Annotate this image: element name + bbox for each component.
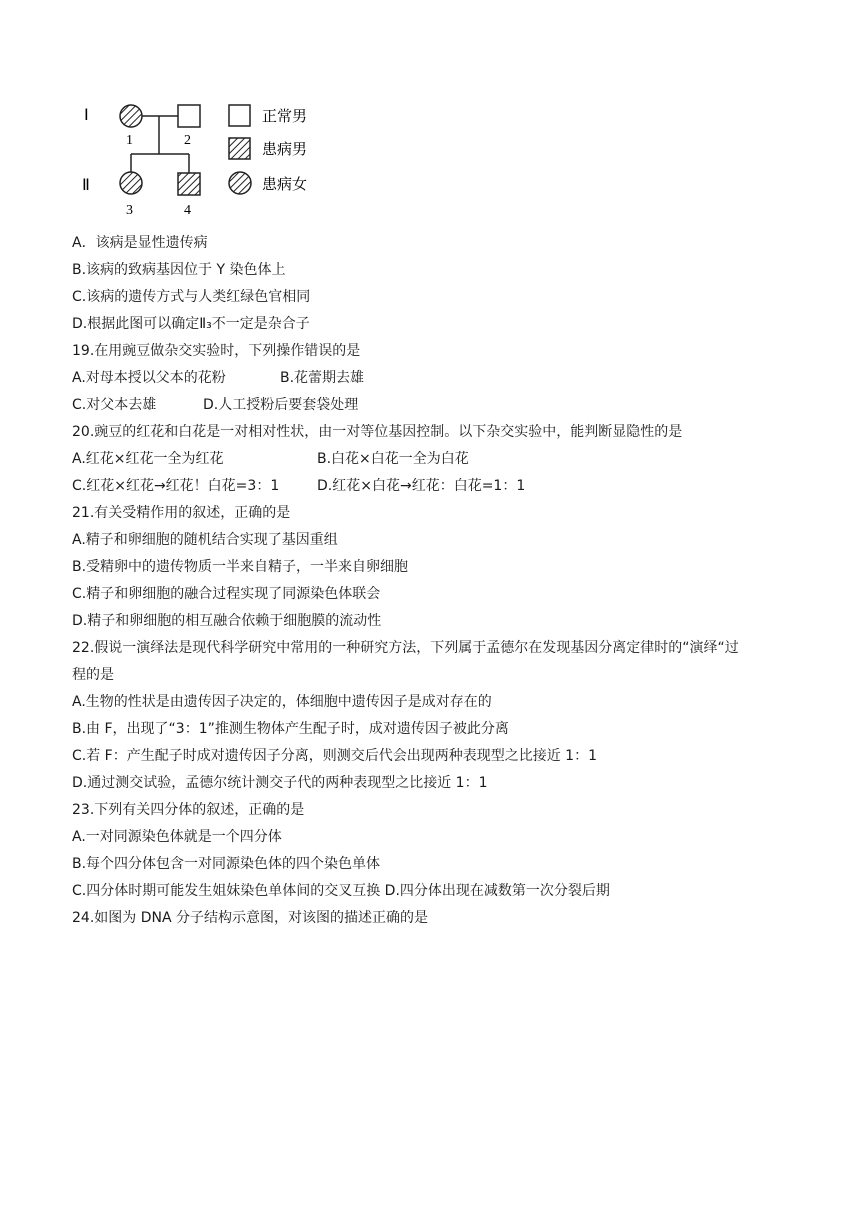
individual-3-affected-female [120, 172, 142, 194]
q18-option-d: D.根据此图可以确定Ⅱ₃不一定是杂合子 [72, 316, 310, 332]
q20-option-a: A.红花×红花一全为红花 [72, 451, 224, 467]
legend-affected-male-label: 患病男 [262, 140, 308, 158]
individual-number-2: 2 [184, 133, 191, 148]
q21-stem: 21.有关受精作用的叙述，正确的是 [72, 505, 291, 521]
q23-stem: 23.下列有关四分体的叙述，正确的是 [72, 802, 305, 818]
generation-label-2: Ⅱ [82, 177, 90, 194]
q20-stem: 20.豌豆的红花和白花是一对相对性状，由一对等位基因控制。以下杂交实验中，能判断显隐性的是 [72, 424, 683, 440]
q20-options-ab [72, 450, 469, 468]
legend-normal-male-label: 正常男 [262, 107, 308, 125]
legend-normal-male-symbol [229, 105, 250, 126]
legend-affected-female-label: 患病女 [262, 175, 308, 193]
q21-option-c: C.精子和卵细胞的融合过程实现了同源染色体联会 [72, 586, 381, 602]
q19-options-ab [72, 369, 364, 387]
generation-label-1: Ⅰ [84, 107, 89, 124]
q23-option-b: B.每个四分体包含一对同源染色体的四个染色单体 [72, 856, 381, 872]
individual-number-4: 4 [184, 203, 191, 218]
q18-option-a: A．该病是显性遗传病 [72, 235, 208, 251]
q22-option-c: C.若 F：产生配子时成对遗传因子分离，则测交后代会出现两种表现型之比接近 1：1 [72, 748, 597, 764]
q20-option-b: B.白花×白花一全为白花 [317, 451, 469, 467]
legend-affected-female-symbol [229, 172, 251, 194]
q21-option-b: B.受精卵中的遗传物质一半来自精子，一半来自卵细胞 [72, 559, 409, 575]
q23-options-cd: C.四分体时期可能发生姐妹染色单体间的交叉互换 D.四分体出现在减数第一次分裂后期 [72, 883, 610, 899]
q21-option-a: A.精子和卵细胞的随机结合实现了基因重组 [72, 532, 338, 548]
q19-option-c: C.对父本去雄 [72, 397, 157, 413]
q22-option-b: B.由 F，出现了“3：1”推测生物体产生配子时，成对遗传因子被此分离 [72, 721, 509, 737]
q22-option-a: A.生物的性状是由遗传因子决定的，体细胞中遗传因子是成对存在的 [72, 694, 492, 710]
q22-stem-line1: 22.假说一演绎法是现代科学研究中常用的一种研究方法，下列属于孟德尔在发现基因分离定律时的“演绎“过 [72, 640, 739, 656]
q21-option-d: D.精子和卵细胞的相互融合依赖于细胞膜的流动性 [72, 613, 382, 629]
legend-affected-male-symbol [229, 138, 250, 159]
q19-option-b: B.花蕾期去雄 [280, 370, 365, 386]
q20-option-c: C.红花×红花→红花！白花=3：1 [72, 478, 280, 494]
individual-4-affected-male [178, 173, 200, 195]
q20-options-cd [72, 477, 525, 495]
pedigree-chart [74, 96, 324, 222]
q22-stem-line2: 程的是 [72, 667, 114, 683]
individual-1-affected-female [120, 105, 142, 127]
q24-stem: 24.如图为 DNA 分子结构示意图，对该图的描述正确的是 [72, 910, 428, 926]
q22-option-d: D.通过测交试验，孟德尔统计测交子代的两种表现型之比接近 1：1 [72, 775, 488, 791]
individual-number-3: 3 [126, 203, 133, 218]
q18-option-c: C.该病的遗传方式与人类红绿色官相同 [72, 289, 311, 305]
q19-stem: 19.在用豌豆做杂交实验时，下列操作错误的是 [72, 343, 361, 359]
q20-option-d: D.红花×白花→红花：白花=1：1 [317, 478, 526, 494]
q19-option-d: D.人工授粉后要套袋处理 [203, 397, 359, 413]
q19-option-a: A.对母本授以父本的花粉 [72, 370, 226, 386]
individual-number-1: 1 [126, 133, 133, 148]
q23-option-a: A.一对同源染色体就是一个四分体 [72, 829, 282, 845]
q19-options-cd [72, 396, 358, 414]
individual-2-normal-male [178, 105, 200, 127]
q18-option-b: B.该病的致病基因位于 Y 染色体上 [72, 262, 286, 278]
